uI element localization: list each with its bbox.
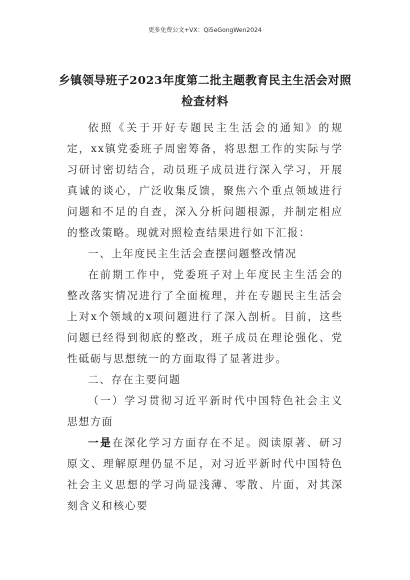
point1-lead: 一是 xyxy=(88,437,113,449)
subsection1-heading: （一）学习贯彻习近平新时代中国特色社会主义思想方面 xyxy=(67,395,343,428)
section1-paragraph: 在前期工作中，党委班子对上年度民主生活会的整改落实情况进行了全面梳理，并在专题民主生活会上对x个领域的x项问题进行了深入剖析。目前，这些问题已经得到彻底的整改，班子成员在理论强化、党性砥砺与思想统一的方面取得了显著进步。 xyxy=(67,269,343,365)
document-body xyxy=(67,118,343,517)
point1-paragraph xyxy=(67,433,343,517)
header-note: 更多免费公文+VX：Qi5eGongWen2024 xyxy=(148,27,262,34)
document-title: 乡镇领导班子2023年度第二批主题教育民主生活会对照检查材料 xyxy=(58,73,352,108)
point1-text: 在深化学习方面存在不足。阅读原著、研习原文、理解原理仍显不足，对习近平新时代中国特色社会主义思想的学习尚显浅薄、零散、片面，对其深刻含义和核心要 xyxy=(67,437,343,512)
section1-heading: 一、上年度民主生活会查摆问题整改情况 xyxy=(88,248,297,260)
section2-heading: 二、存在主要问题 xyxy=(88,374,181,386)
intro-paragraph: 依照《关于开好专题民主生活会的通知》的规定，xx镇党委班子周密筹备，将思想工作的实际与学习研讨密切结合，动员班子成员进行深入学习，开展真诚的谈心，广泛收集反馈，聚焦六个重点领域进行问题和不足的自查，深入分析问题根源，并制定相应的整改策略。现就对照检查结果进行如下汇报： xyxy=(67,122,343,239)
